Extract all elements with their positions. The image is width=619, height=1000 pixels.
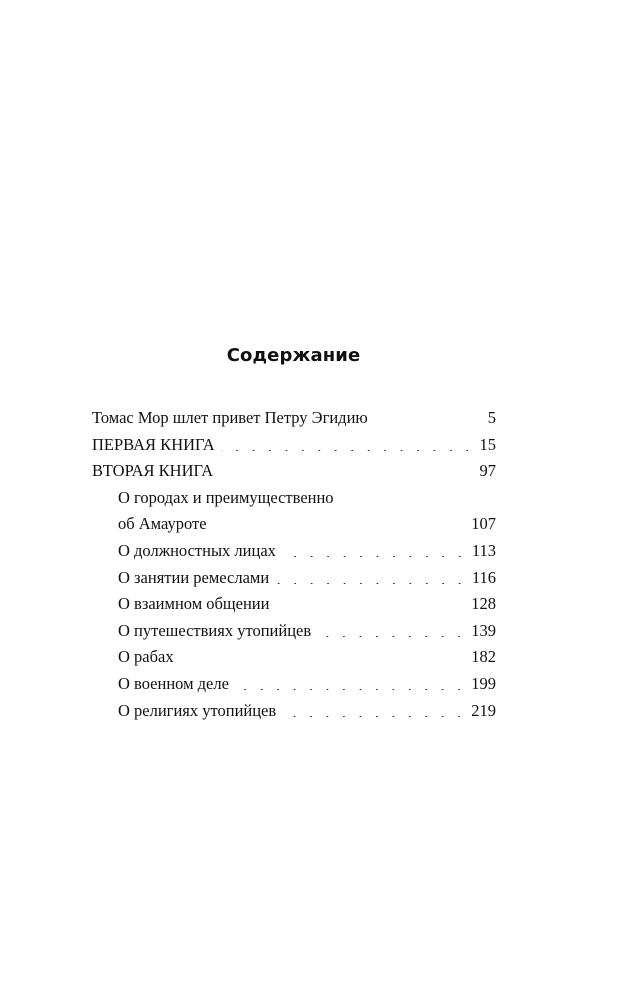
- toc-entry-title: Томас Мор шлет привет Петру Эгидию: [92, 408, 368, 427]
- toc-entry-page: 97: [479, 461, 496, 481]
- toc-entry-page: 113: [471, 540, 496, 560]
- toc-entry-crafts[interactable]: [92, 565, 496, 592]
- toc-entry-page: 15: [479, 434, 496, 454]
- dot-leader: [219, 461, 473, 478]
- toc-entry-page: 182: [471, 647, 496, 667]
- dot-leader: [213, 514, 466, 531]
- toc-entry-title: О религиях утопийцев: [118, 700, 277, 720]
- toc-entry-title: О должностных лицах: [118, 540, 276, 560]
- toc-entry-title: О рабах: [118, 647, 174, 667]
- toc-entry-warfare[interactable]: [92, 671, 496, 698]
- toc-entry-title: О военном деле: [118, 673, 229, 693]
- toc-entry-title: О занятии ремеслами: [118, 567, 270, 587]
- toc-entry-page: 128: [471, 594, 496, 614]
- toc-entry-cities[interactable]: [92, 485, 496, 538]
- page-title: Содержание: [226, 345, 361, 366]
- dot-leader: [282, 540, 466, 557]
- toc-entry-page: 219: [471, 700, 496, 720]
- toc-entry-page: 139: [471, 620, 496, 640]
- toc-entry-title: ПЕРВАЯ КНИГА: [92, 434, 215, 454]
- toc-entry-title: ВТОРАЯ КНИГА: [92, 461, 214, 481]
- toc-entry-letter[interactable]: [92, 405, 496, 432]
- toc-entry-slaves[interactable]: [92, 644, 496, 671]
- table-of-contents: [92, 405, 496, 724]
- dot-leader: [317, 620, 465, 637]
- toc-entry-book-two[interactable]: [92, 458, 496, 485]
- toc-entry-title: О взаимном общении: [118, 594, 270, 614]
- toc-entry-page: 5: [487, 408, 496, 427]
- toc-entry-religions[interactable]: [92, 698, 496, 725]
- toc-entry-title: О путешествиях утопийцев: [118, 620, 312, 640]
- toc-entry-officials[interactable]: [92, 538, 496, 565]
- toc-entry-travels[interactable]: [92, 618, 496, 645]
- toc-entry-title-line2: об Амауроте: [118, 514, 207, 534]
- toc-entry-page: 116: [471, 567, 496, 587]
- toc-entry-page: 107: [471, 514, 496, 534]
- dot-leader: [221, 434, 474, 451]
- toc-entry-title-line1: О городах и преимущественно: [118, 487, 334, 507]
- dot-leader: [235, 673, 465, 690]
- toc-entry-book-one[interactable]: [92, 432, 496, 459]
- toc-entry-social-relations[interactable]: [92, 591, 496, 618]
- dot-leader: [180, 647, 466, 664]
- dot-leader: [282, 700, 465, 717]
- toc-entry-page: 199: [471, 673, 496, 693]
- dot-leader: [275, 594, 465, 611]
- dot-leader: [374, 408, 482, 425]
- dot-leader: [275, 567, 466, 584]
